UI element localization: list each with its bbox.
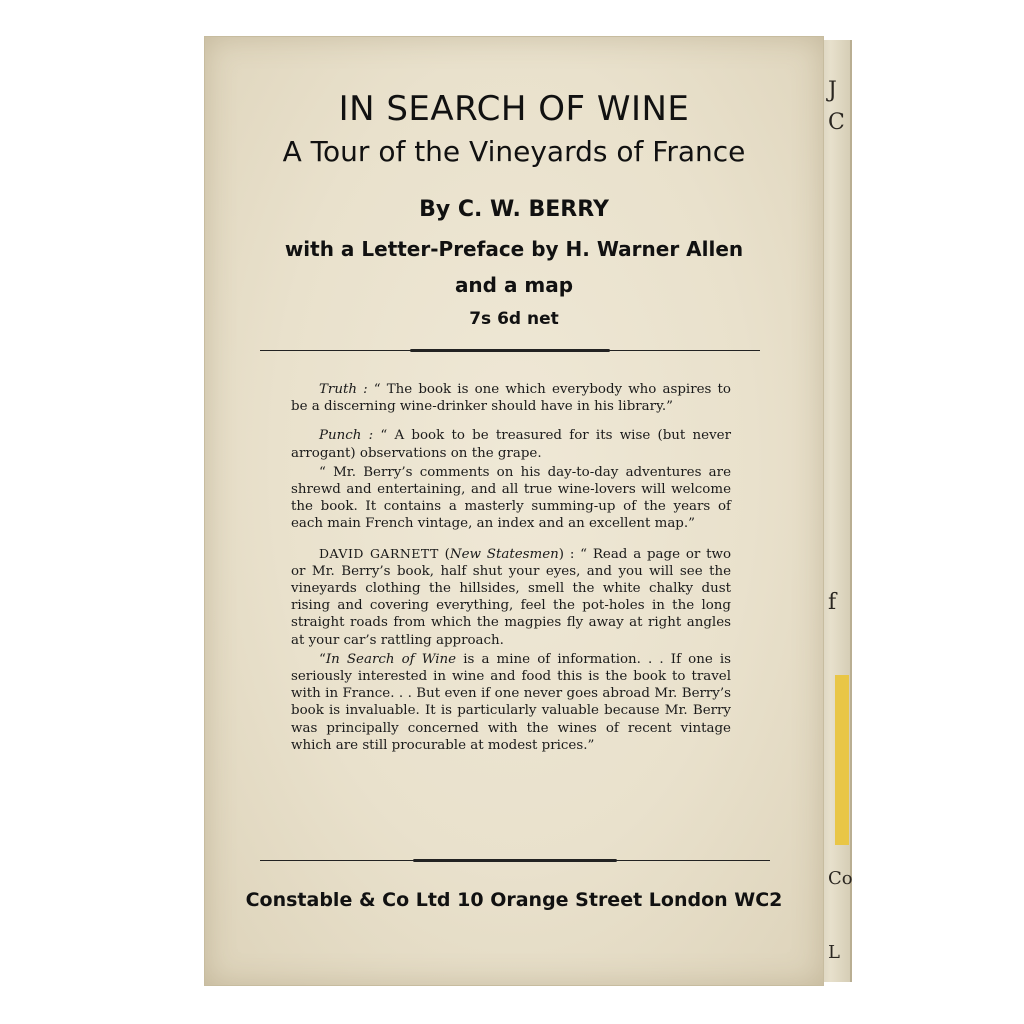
review-source: Punch : bbox=[319, 428, 374, 444]
spine-lettering: L bbox=[828, 942, 840, 963]
spine-yellow-band bbox=[835, 675, 849, 845]
review-text: “ The book is one which everybody who aspires to be a discerning wine-drinker should have in his library.” bbox=[291, 382, 731, 415]
publisher-imprint: Constable & Co Ltd 10 Orange Street London WC2 bbox=[245, 889, 783, 911]
book-author: By C. W. BERRY bbox=[419, 197, 609, 222]
review-text: is a mine of information. . . If one is seriously interested in wine and food this is the book to travel with in France. . . But even if one never goes abroad Mr. Berry’s book is invaluable. It is particularly valuable because Mr. Berry was principally concerned with the wines of recent vintage which are still procurable at modest prices.” bbox=[291, 651, 732, 753]
spine-lettering: f bbox=[828, 590, 837, 615]
review-punch-continued bbox=[291, 464, 731, 533]
review-text: “ A book to be treasured for its wise (but never arrogant) observations on the grape. bbox=[291, 428, 731, 461]
review-text: “ Read a page or two or Mr. Berry’s book, half shut your eyes, and you will see the vineyards clothing the hillsides, smell the white chalky dust rising and covering everything, feel the pot-holes in the long straight roads from which the magpies fly away at right angles at your car’s rattling approach. bbox=[291, 546, 732, 648]
book-title: IN SEARCH OF WINE bbox=[338, 89, 690, 129]
book-subtitle: A Tour of the Vineyards of France bbox=[282, 135, 746, 168]
spine-lettering: Co bbox=[828, 868, 853, 889]
divider-rule bbox=[260, 859, 770, 862]
review-punch bbox=[291, 427, 731, 461]
review-publication: New Statesmen bbox=[449, 546, 559, 562]
review-book-title: In Search of Wine bbox=[325, 651, 457, 667]
review-garnett: DAVID GARNETT (New Statesmen) : “ Read a page or two or Mr. Berry’s book, half shut your eyes, and you will see the vineyards clothing the hillsides, smell the white chalky dust rising and covering everything, feel the pot-holes in the long straight roads from which the magpies fly away at right angles at your car’s rattling approach. bbox=[291, 545, 732, 648]
review-text: “ Mr. Berry’s comments on his day-to-day adventures are shrewd and entertaining, and all true wine-lovers will welcome the book. It contains a masterly summing-up of the years of each main French vintage, an index and an excellent map.” bbox=[291, 464, 731, 532]
divider-rule bbox=[260, 349, 760, 352]
book-price: 7s 6d net bbox=[469, 309, 559, 329]
review-source: Truth : bbox=[319, 382, 368, 397]
review-garnett-continued: “In Search of Wine is a mine of information. . . If one is seriously interested in wine and food this is the book to travel with in France. . . But even if one never goes abroad Mr. Berry’s book is invaluable. It is particularly valuable because Mr. Berry was principally concerned with the wines of recent vintage which are still procurable at modest prices.” bbox=[291, 651, 732, 753]
review-truth bbox=[291, 381, 731, 415]
review-author: DAVID GARNETT bbox=[319, 545, 439, 561]
review-quotes bbox=[291, 381, 731, 766]
spine-lettering: J bbox=[828, 78, 837, 103]
spine-lettering: C bbox=[828, 110, 845, 135]
book-preface: with a Letter-Preface by H. Warner Allen bbox=[284, 237, 744, 261]
back-cover bbox=[204, 36, 824, 986]
book-map-note: and a map bbox=[454, 273, 574, 297]
